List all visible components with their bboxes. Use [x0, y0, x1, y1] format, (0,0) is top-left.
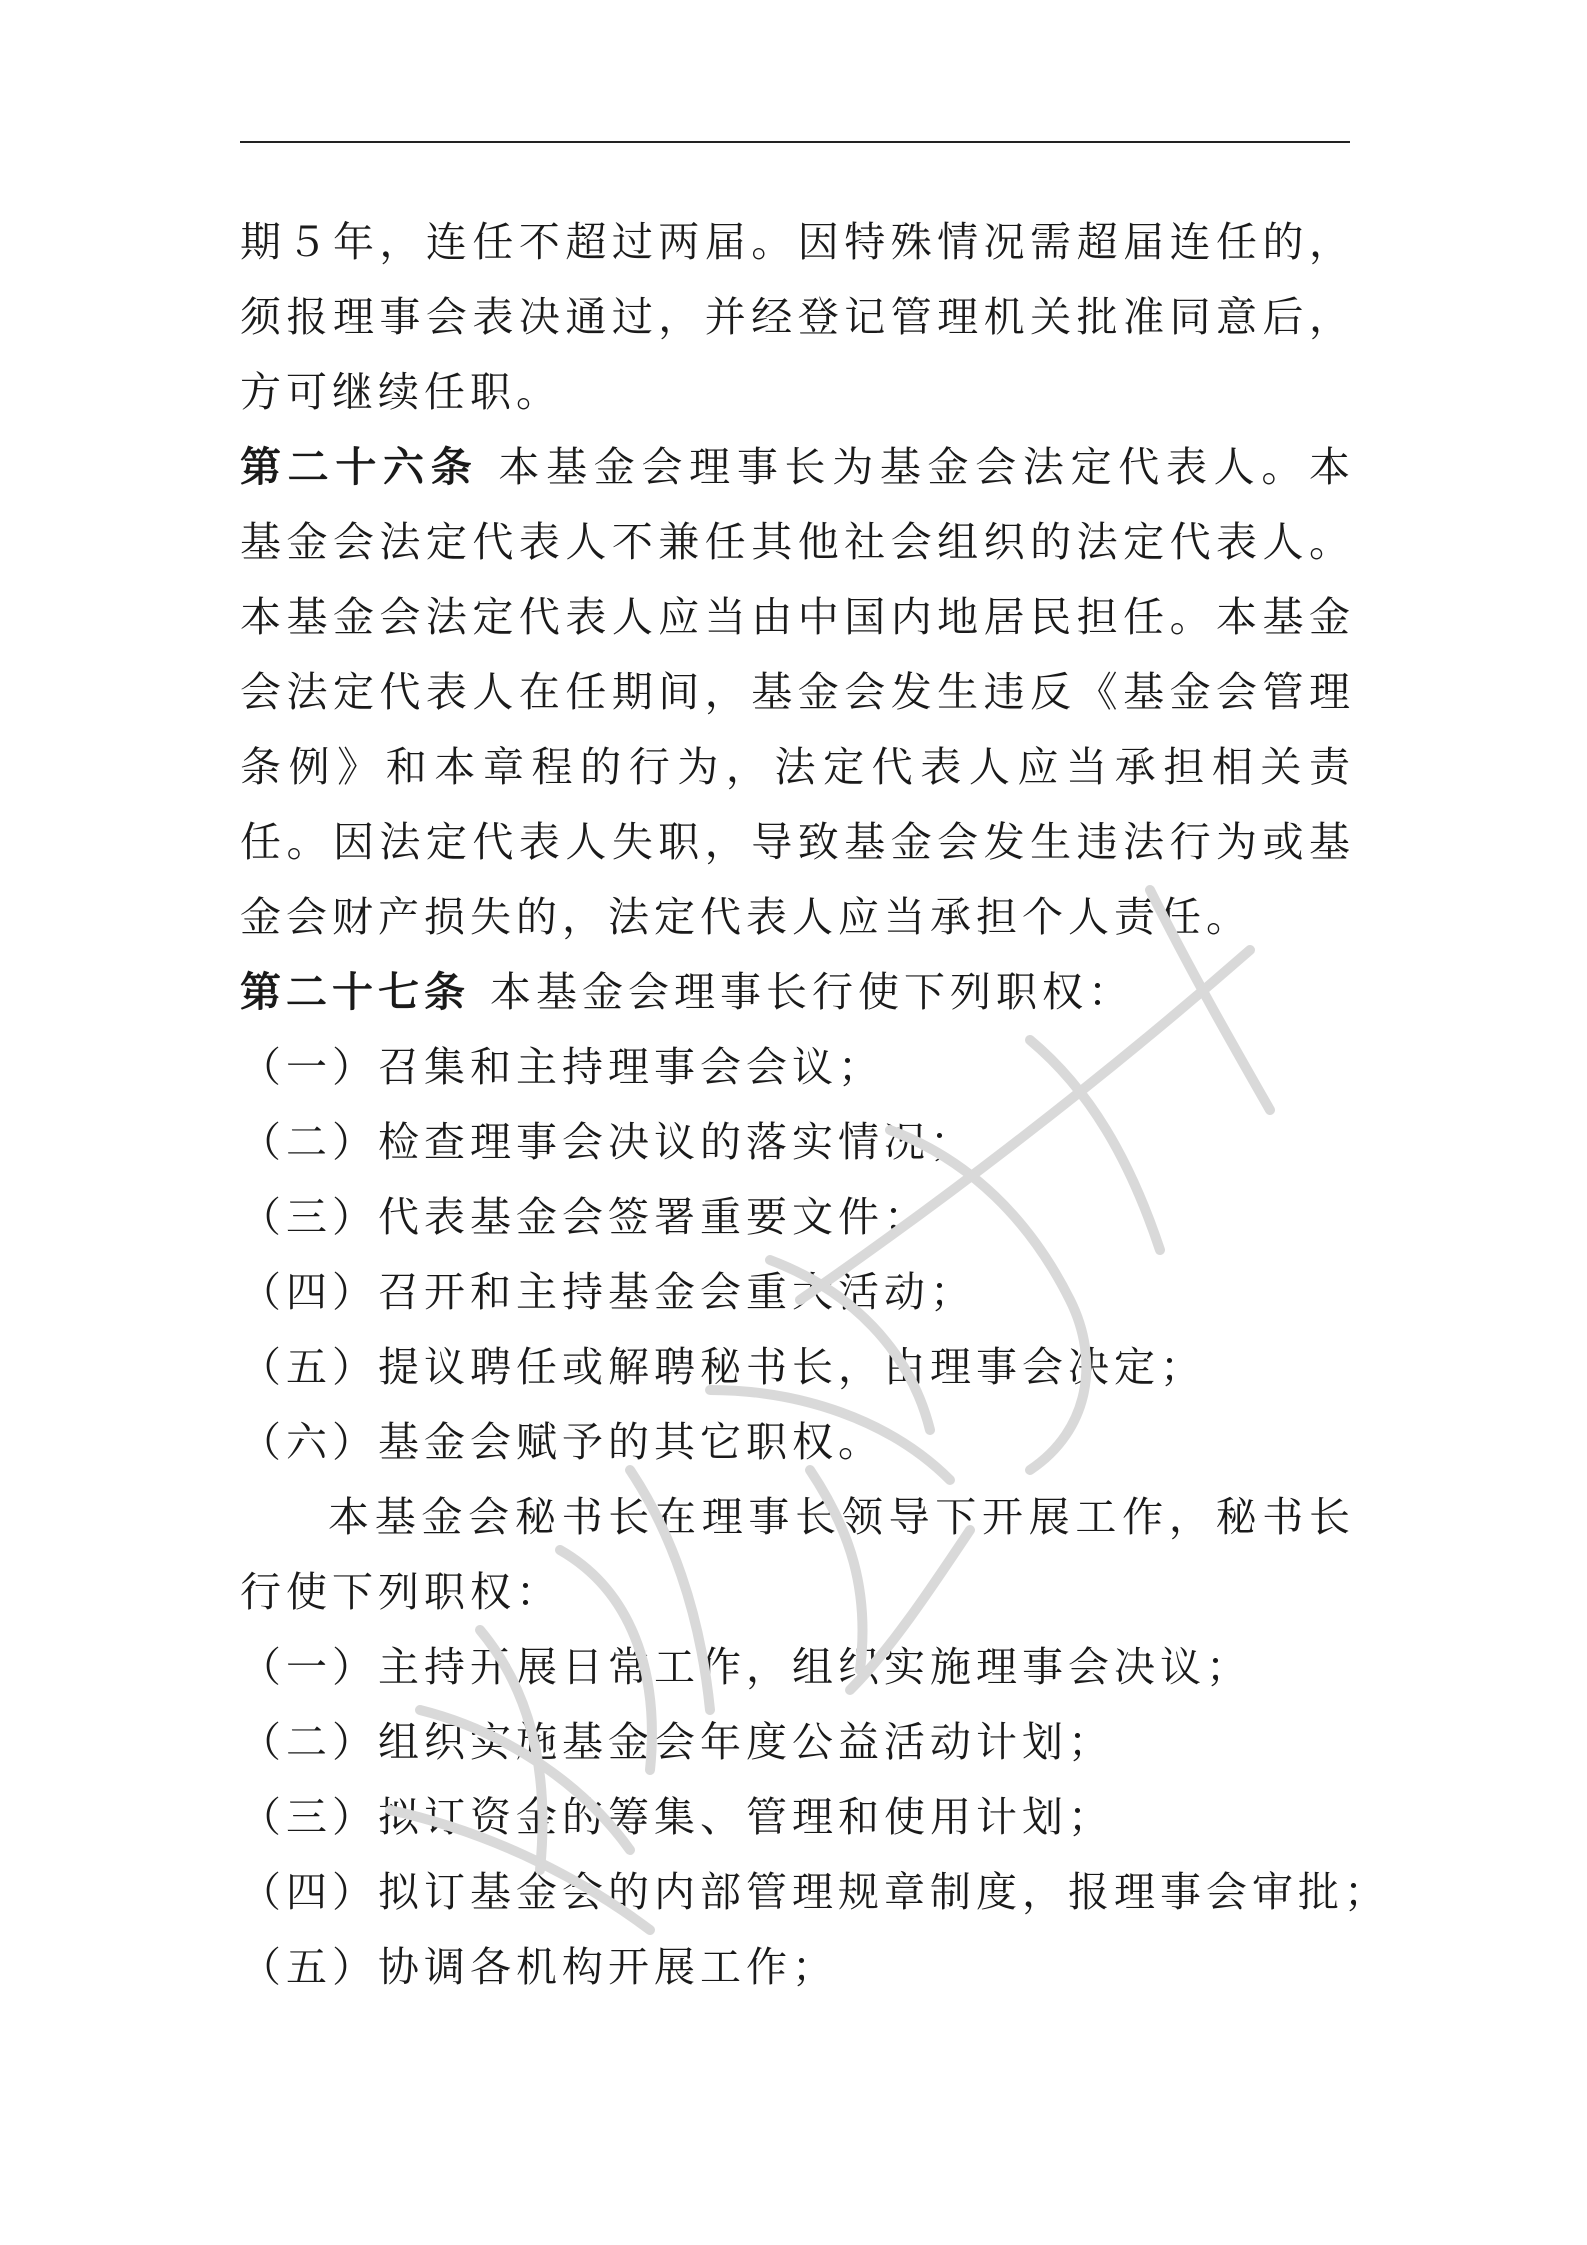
article-26-text: 本基金会理事长为基金会法定代表人。本基金会法定代表人不兼任其他社会组织的法定代表人。本基金会法定代表人应当由中国内地居民担任。本基金会法定代表人在任期间，基金会发生违反《基金会管理条例》和本章程的行为，法定代表人应当承担相关责任。因法定代表人失职，导致基金会发生违法行为或基金会财产损失的，法定代表人应当承担个人责任。: [240, 443, 1356, 941]
list-item: （三）拟订资金的筹集、管理和使用计划；: [240, 1793, 1114, 1841]
article-26: [240, 430, 1355, 955]
list-item: （四）拟订基金会的内部管理规章制度，报理事会审批；: [240, 1868, 1390, 1916]
list-item: （三）代表基金会签署重要文件；: [240, 1193, 930, 1241]
article-27-number: 第二十七条: [240, 968, 470, 1016]
list-item: （二）检查理事会决议的落实情况；: [240, 1118, 976, 1166]
continued-paragraph: 期５年，连任不超过两届。因特殊情况需超届连任的，须报理事会表决通过，并经登记管理机关批准同意后，方可继续任职。: [240, 218, 1355, 416]
list-item: （四）召开和主持基金会重大活动；: [240, 1268, 976, 1316]
article-26-number: 第二十六条: [240, 443, 479, 491]
list-item: （五）提议聘任或解聘秘书长，由理事会决定；: [240, 1343, 1206, 1391]
list-item: （五）协调各机构开展工作；: [240, 1943, 838, 1991]
document-body: [240, 205, 1390, 2005]
header-rule: [240, 141, 1350, 143]
article-27: [240, 955, 1355, 1030]
list-item: （六）基金会赋予的其它职权。: [240, 1418, 884, 1466]
secretary-intro: 本基金会秘书长在理事长领导下开展工作，秘书长行使下列职权：: [240, 1493, 1355, 1616]
list-item: （一）主持开展日常工作，组织实施理事会决议；: [240, 1643, 1252, 1691]
list-item: （一）召集和主持理事会会议；: [240, 1043, 884, 1091]
article-27-text: 本基金会理事长行使下列职权：: [490, 968, 1134, 1016]
list-item: （二）组织实施基金会年度公益活动计划；: [240, 1718, 1114, 1766]
